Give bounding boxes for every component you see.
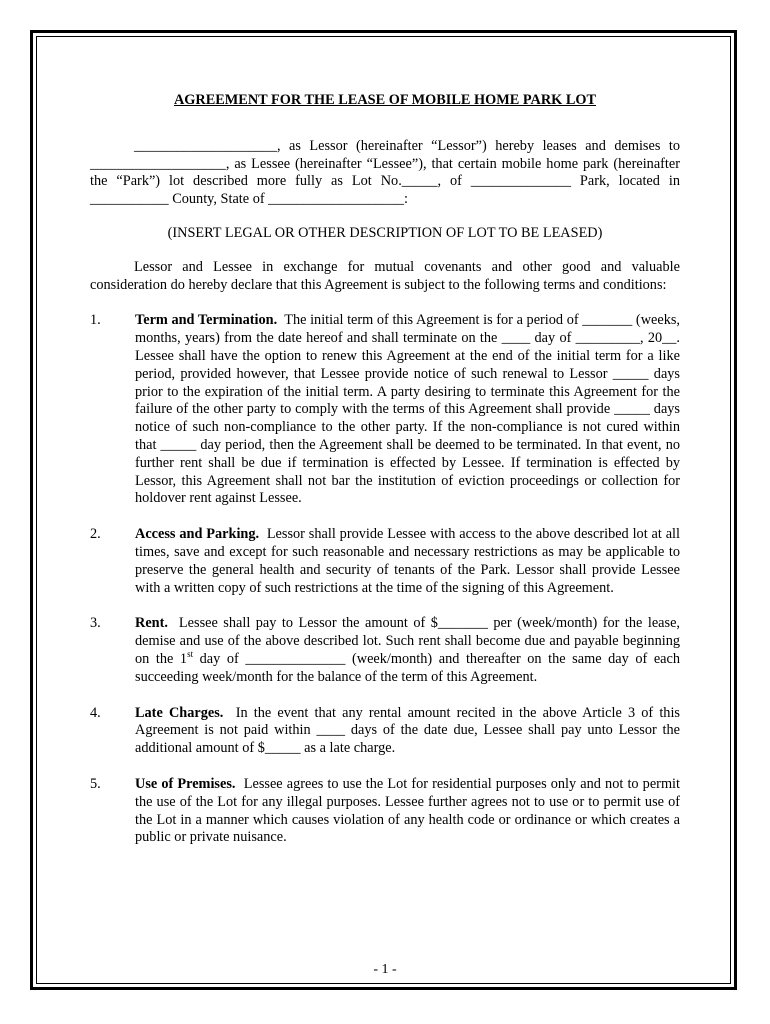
clause-body bbox=[135, 526, 680, 597]
clause-rent bbox=[90, 615, 680, 686]
clause-body bbox=[135, 312, 680, 508]
clause-use-of-premises bbox=[90, 776, 680, 847]
clause-number: 4. bbox=[90, 704, 101, 721]
clause-heading: Use of Premises. bbox=[135, 775, 236, 792]
document-title: AGREEMENT FOR THE LEASE OF MOBILE HOME PARK LOT bbox=[173, 92, 597, 108]
clause-text-continued: day of ______________ (week/month) and thereafter on the same day of each succeeding week/month for the balance of the term of this Agreement. bbox=[135, 650, 681, 685]
intro-paragraph: ____________________, as Lessor (hereinafter “Lessor”) hereby leases and demises to ___________________, as Lessee (hereinafter “Lessee”), that certain mobile home park (hereinafter the “Park”) lot described more fully as Lot No._____, of ______________ Park, located in ___________ County, State of ___________________: bbox=[90, 137, 680, 208]
clause-text: Lessee agrees to use the Lot for residential purposes only and not to permit the use of the Lot for any illegal purposes. Lessee further agrees not to use or to permit use of the Lot in a manner which causes violation of any health code or ordinance or which creates a public or private nuisance. bbox=[135, 775, 681, 846]
clause-term-termination bbox=[90, 312, 680, 508]
ordinal-suffix: st bbox=[187, 649, 194, 660]
page-number: - 1 - bbox=[373, 962, 397, 977]
document-body bbox=[90, 92, 680, 865]
clause-heading: Late Charges. bbox=[135, 704, 224, 721]
preamble-paragraph: Lessor and Lessee in exchange for mutual covenants and other good and valuable consideration do hereby declare that this Agreement is subject to the following terms and conditions: bbox=[90, 258, 680, 293]
clause-heading: Access and Parking. bbox=[135, 526, 260, 543]
clause-body bbox=[135, 776, 680, 847]
clause-body bbox=[135, 705, 680, 758]
clause-text: Lessee shall pay to Lessor the amount of $_______ per (week/month) for the lease, demise and use of the above described lot. Such rent shall become due and payable beginning on the 1 bbox=[135, 615, 680, 667]
clause-text: The initial term of this Agreement is for a period of _______ (weeks, months, years) from the date hereof and shall terminate on the ____ day of _________, 20__. Lessee shall have the option to renew this Agreement at the end of the initial term for a like period, provided however, that Lessee provide notice of such renewal to Lessor _____ days prior to the expiration of the initial term. A party desiring to terminate this Agreement for the failure of the other party to comply with the terms of this Agreement shall provide _____ days notice of such non-compliance to the other party. If the non-compliance is not cured within that _____ day period, then the Agreement shall be deemed to be terminated. In that event, no further rent shall be due if termination is effected by Lessee. If termination is effected by Lessor, this Agreement shall not bar the institution of eviction proceedings or collection for holdover rent against Lessee. bbox=[135, 312, 680, 507]
clause-heading: Rent. bbox=[135, 615, 168, 632]
clause-number: 5. bbox=[90, 775, 101, 792]
clause-number: 2. bbox=[90, 526, 101, 543]
clause-text: Lessor shall provide Lessee with access to the above described lot at all times, save and except for such reasonable and necessary restrictions as may be applicable to preserve the general health and security of tenants of the Park. Lessor shall provide Lessee with a written copy of such restrictions at the time of the signing of this Agreement. bbox=[135, 526, 680, 596]
lot-description-placeholder: (INSERT LEGAL OR OTHER DESCRIPTION OF LOT TO BE LEASED) bbox=[167, 224, 603, 241]
clause-late-charges bbox=[90, 705, 680, 758]
clause-text: In the event that any rental amount recited in the above Article 3 of this Agreement is not paid within ____ days of the date due, Lessee shall pay unto Lessor the additional amount of $_____ as a late charge. bbox=[135, 704, 680, 757]
clause-access-parking bbox=[90, 526, 680, 597]
clause-number: 3. bbox=[90, 615, 101, 632]
clause-body bbox=[135, 615, 680, 686]
clause-heading: Term and Termination. bbox=[135, 312, 278, 329]
clause-number: 1. bbox=[90, 312, 101, 329]
